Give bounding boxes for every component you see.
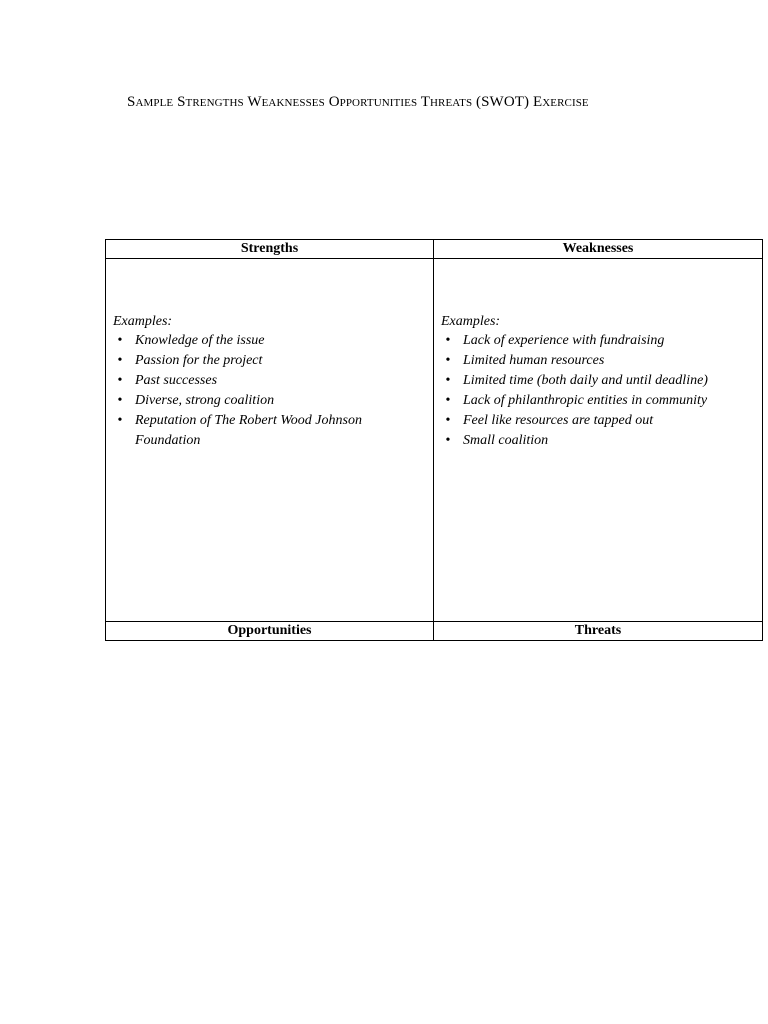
- bullet-icon: •: [445, 393, 451, 408]
- bullet-icon: •: [117, 413, 123, 428]
- list-item: [113, 351, 429, 371]
- list-item-text: Reputation of The Robert Wood Johnson Foundation: [135, 413, 362, 448]
- document-title: Sample Strengths Weaknesses Opportunities Threats (SWOT) Exercise: [127, 94, 589, 110]
- list-item-text: Lack of philanthropic entities in community: [463, 393, 708, 408]
- list-item: [113, 331, 429, 351]
- bullet-icon: •: [117, 393, 123, 408]
- bullet-icon: •: [445, 433, 451, 448]
- strengths-examples-label: Examples:: [113, 314, 173, 329]
- bullet-icon: •: [117, 333, 123, 348]
- list-item-text: Knowledge of the issue: [135, 333, 265, 348]
- bullet-icon: •: [445, 353, 451, 368]
- list-item: [113, 411, 429, 451]
- swot-header-row-bottom: [106, 622, 763, 641]
- list-item-text: Small coalition: [463, 433, 549, 448]
- weaknesses-examples-label: Examples:: [441, 314, 501, 329]
- list-item: [441, 351, 758, 371]
- list-item-text: Lack of experience with fundraising: [463, 333, 665, 348]
- list-item: [113, 371, 429, 391]
- opportunities-header: Opportunities: [106, 622, 434, 641]
- strengths-header: Strengths: [106, 240, 434, 259]
- list-item-text: Passion for the project: [135, 353, 263, 368]
- list-item: [113, 391, 429, 411]
- bullet-icon: •: [117, 353, 123, 368]
- list-item-text: Feel like resources are tapped out: [463, 413, 654, 428]
- weaknesses-header: Weaknesses: [434, 240, 763, 259]
- swot-table: [105, 239, 763, 641]
- swot-body-row-top: [106, 259, 763, 622]
- list-item: [441, 391, 758, 411]
- weaknesses-cell: [434, 259, 763, 622]
- list-item-text: Limited human resources: [463, 353, 605, 368]
- swot-header-row-top: [106, 240, 763, 259]
- list-item-text: Diverse, strong coalition: [135, 393, 275, 408]
- list-item: [441, 371, 758, 391]
- bullet-icon: •: [445, 333, 451, 348]
- list-item-text: Limited time (both daily and until deadline): [463, 373, 708, 388]
- strengths-cell: [106, 259, 434, 622]
- bullet-icon: •: [445, 373, 451, 388]
- list-item: [441, 431, 758, 451]
- bullet-icon: •: [445, 413, 451, 428]
- strengths-list: [113, 331, 429, 451]
- list-item-text: Past successes: [135, 373, 218, 388]
- threats-header: Threats: [434, 622, 763, 641]
- list-item: [441, 331, 758, 351]
- weaknesses-list: [441, 331, 758, 451]
- bullet-icon: •: [117, 373, 123, 388]
- list-item: [441, 411, 758, 431]
